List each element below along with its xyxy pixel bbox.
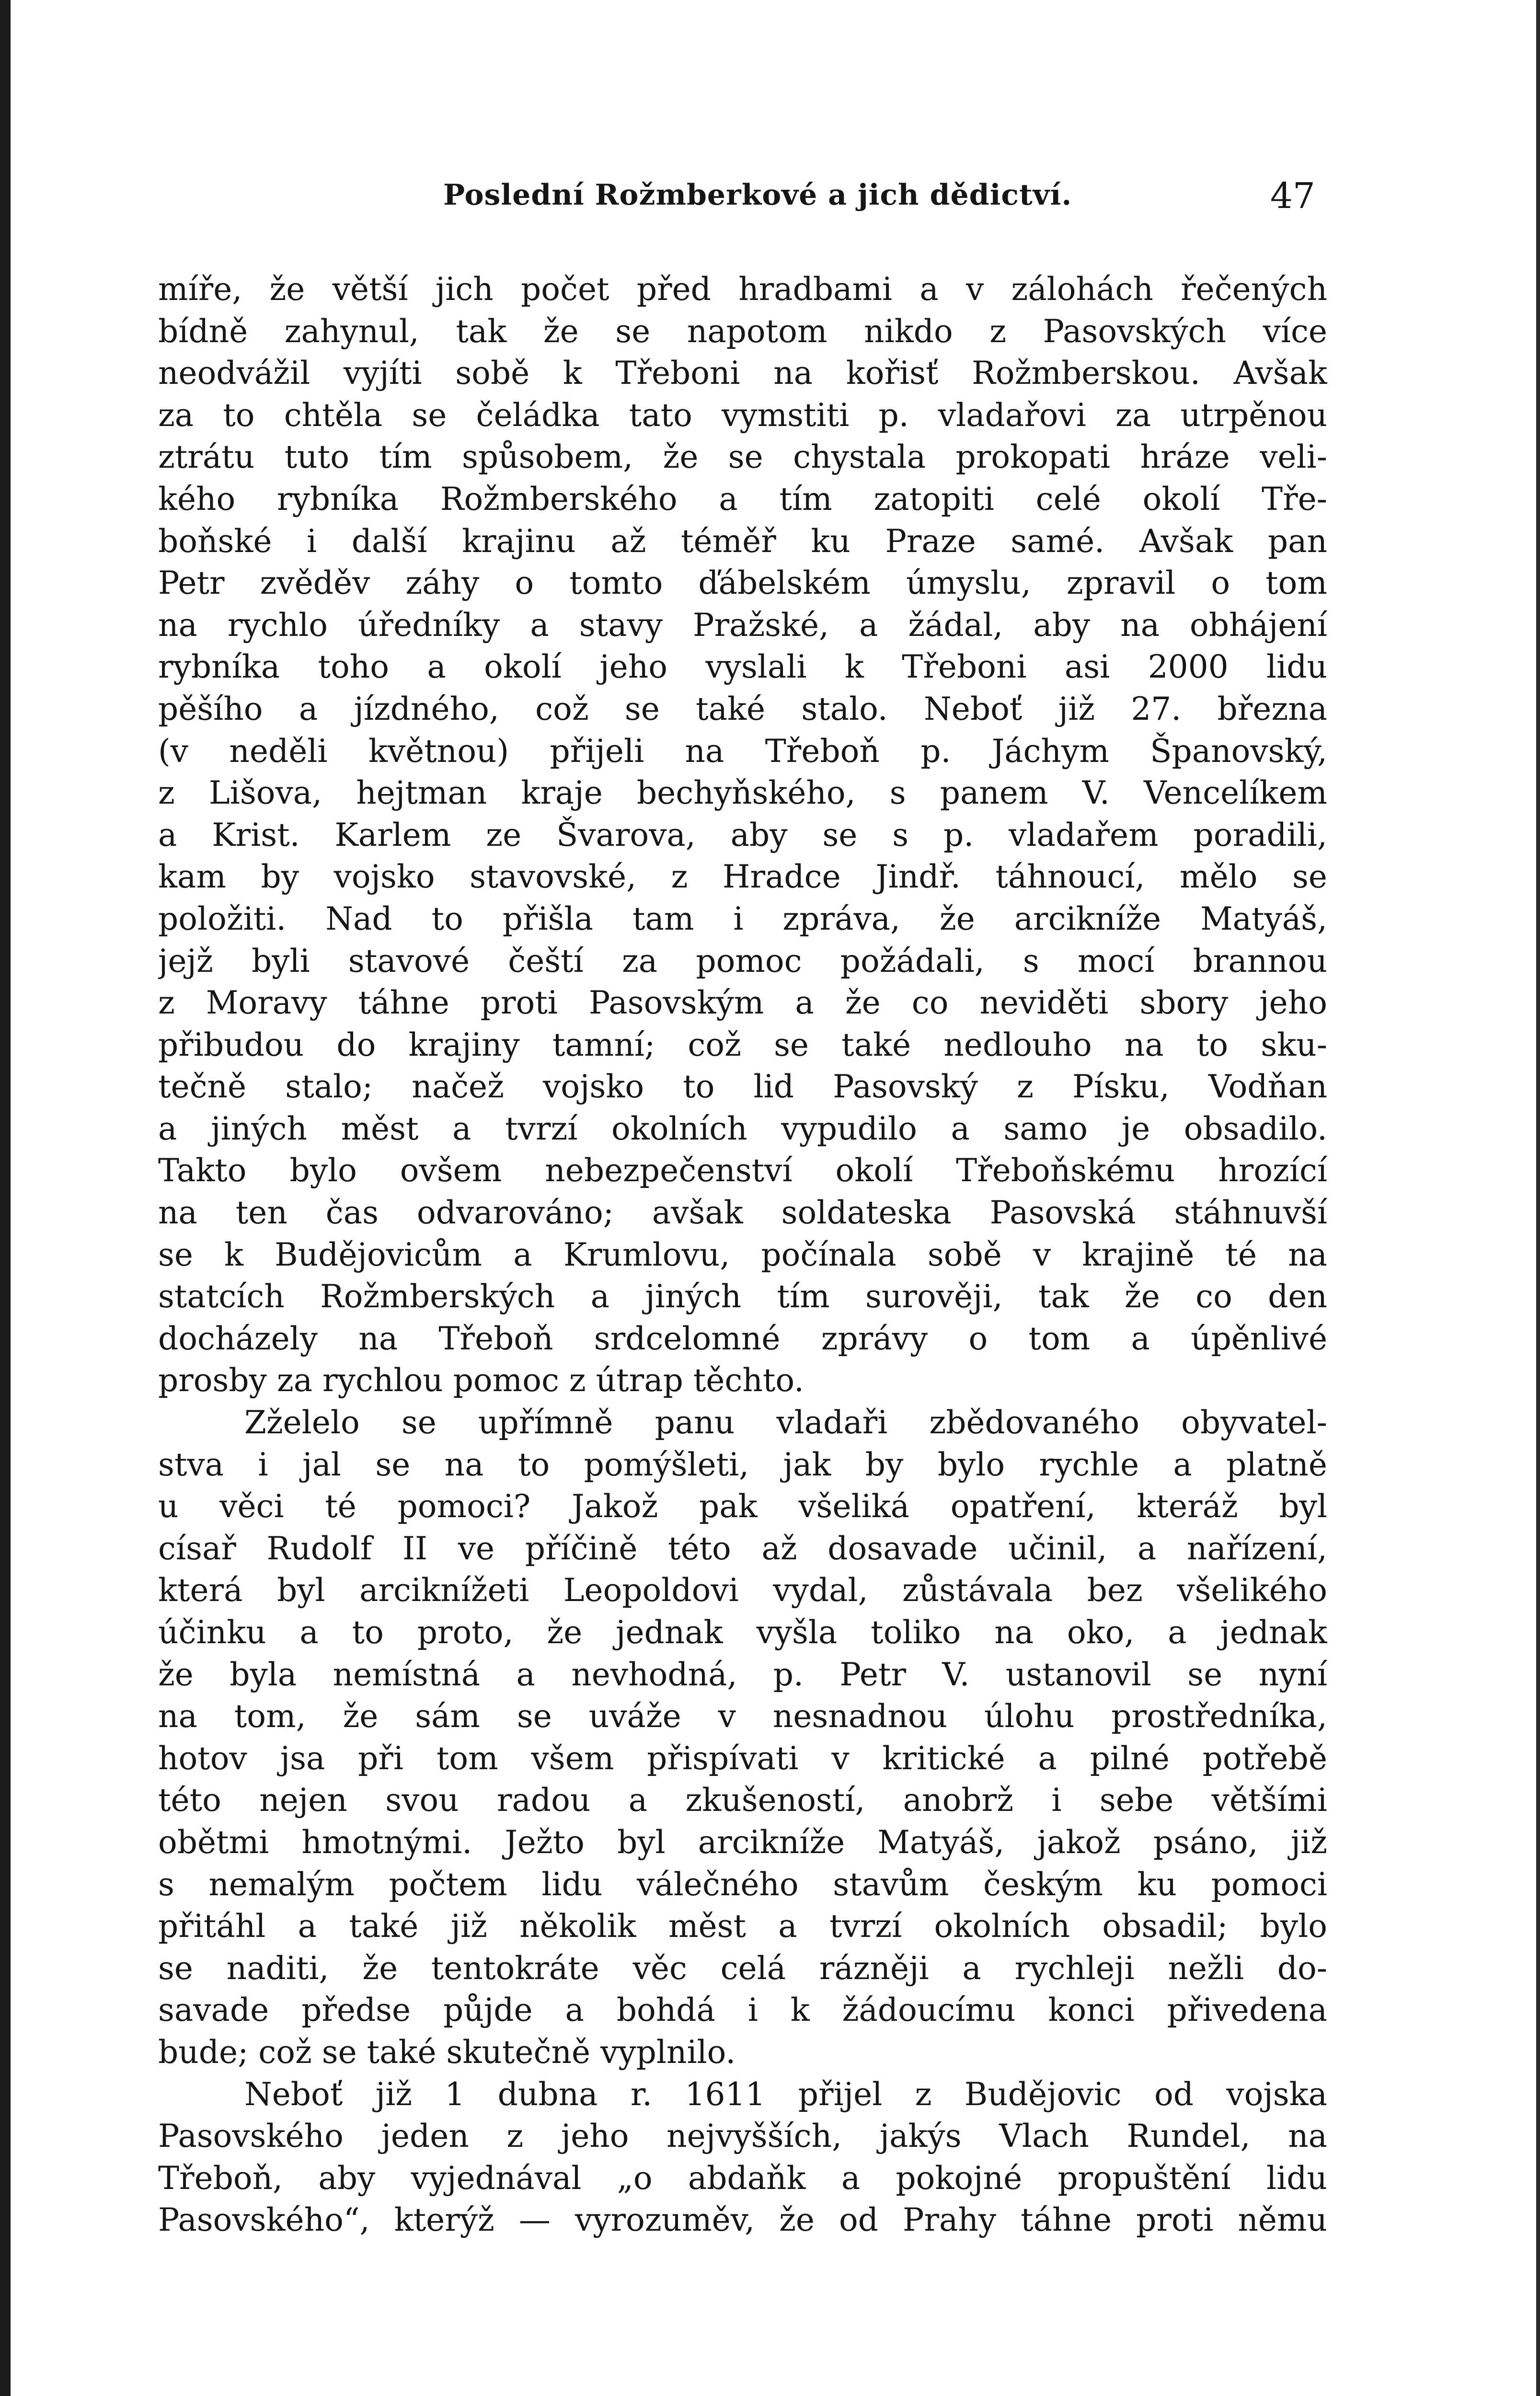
body-text	[158, 268, 1327, 2241]
text-line: Pasovského jeden z jeho nejvyšších, jakýs Vlach Rundel, na	[158, 2118, 1327, 2155]
paragraph-start-line: Zželelo se upřímně panu vladaři zbědovaného obyvatel-	[244, 1404, 1327, 1441]
text-line: na tom, že sám se uváže v nesnadnou úlohu prostředníka,	[158, 1698, 1327, 1735]
text-line: pěšího a jízdného, což se také stalo. Neboť již 27. března	[158, 690, 1327, 727]
text-line: kého rybníka Rožmberského a tím zatopiti celé okolí Tře-	[158, 480, 1327, 518]
text-line: přitáhl a také již několik měst a tvrzí okolních obsadil; bylo	[158, 1908, 1327, 1945]
scan-edge-left	[0, 0, 11, 2396]
text-line: Třeboň, aby vyjednával „o abdaňk a pokojné propuštění lidu	[158, 2159, 1327, 2197]
text-line: Pasovského“, kterýž — vyrozuměv, že od Prahy táhne proti němu	[158, 2201, 1327, 2239]
text-line: Takto bylo ovšem nebezpečenství okolí Třeboňskému hrozící	[158, 1152, 1327, 1189]
text-line: a jiných měst a tvrzí okolních vypudilo a samo je obsadilo.	[158, 1110, 1327, 1147]
text-line: že byla nemístná a nevhodná, p. Petr V. ustanovil se nyní	[158, 1656, 1327, 1693]
text-line: jejž byli stavové čeští za pomoc požádali, s mocí brannou	[158, 942, 1327, 979]
text-line: rybníka toho a okolí jeho vyslali k Třeboni asi 2000 lidu	[158, 648, 1327, 686]
text-line: stva i jal se na to pomýšleti, jak by bylo rychle a platně	[158, 1446, 1327, 1483]
text-line: na rychlo úředníky a stavy Pražské, a žádal, aby na obhájení	[158, 606, 1327, 644]
text-line: položiti. Nad to přišla tam i zpráva, že arcikníže Matyáš,	[158, 900, 1327, 937]
paragraph-end-line: prosby za rychlou pomoc z útrap těchto.	[158, 1362, 804, 1399]
text-line: u věci té pomoci? Jakož pak všeliká opatření, kteráž byl	[158, 1488, 1327, 1525]
text-line: účinku a to proto, že jednak vyšla toliko na oko, a jednak	[158, 1614, 1327, 1651]
text-line: přibudou do krajiny tamní; což se také nedlouho na to sku-	[158, 1026, 1327, 1063]
page-header	[170, 175, 1320, 231]
text-line: Petr zvěděv záhy o tomto ďábelském úmyslu, zpravil o tom	[158, 564, 1327, 602]
text-line: míře, že větší jich počet před hradbami a v zálohách řečených	[158, 271, 1327, 308]
text-line: neodvážil vyjíti sobě k Třeboni na kořisť Rožmberskou. Avšak	[158, 355, 1327, 392]
text-line: ztrátu tuto tím spůsobem, že se chystala prokopati hráze veli-	[158, 438, 1327, 476]
text-line: (v neděli květnou) přijeli na Třeboň p. Jáchym Španovský,	[158, 732, 1327, 770]
text-line: s nemalým počtem lidu válečného stavům českým ku pomoci	[158, 1866, 1327, 1903]
text-line: za to chtěla se čeládka tato vymstiti p. vladařovi za utrpěnou	[158, 396, 1327, 434]
text-line: na ten čas odvarováno; avšak soldateska Pasovská stáhnuvší	[158, 1194, 1327, 1232]
text-line: této nejen svou radou a zkušeností, anobrž i sebe většími	[158, 1782, 1327, 1819]
text-line: se k Budějovicům a Krumlovu, počínala sobě v krajině té na	[158, 1236, 1327, 1273]
paragraph-start-line: Neboť již 1 dubna r. 1611 přijel z Budějovic od vojska	[244, 2075, 1327, 2113]
text-line: savade předse půjde a bohdá i k žádoucímu konci přivedena	[158, 1992, 1327, 2029]
text-line: docházely na Třeboň srdcelomné zprávy o tom a úpěnlivé	[158, 1320, 1327, 1357]
text-line: císař Rudolf II ve příčině této až dosavade učinil, a nařízení,	[158, 1530, 1327, 1567]
page-number: 47	[1270, 175, 1315, 217]
text-line: bídně zahynul, tak že se napotom nikdo z Pasovských více	[158, 312, 1327, 350]
paragraph-end-line: bude; což se také skutečně vyplnilo.	[158, 2033, 736, 2071]
text-line: tečně stalo; načež vojsko to lid Pasovský z Písku, Vodňan	[158, 1068, 1327, 1106]
text-line: hotov jsa při tom všem přispívati v kritické a pilné potřebě	[158, 1739, 1327, 1777]
running-head: Poslední Rožmberkové a jich dědictví.	[443, 178, 1072, 212]
text-line: obětmi hmotnými. Ježto byl arcikníže Matyáš, jakož psáno, již	[158, 1823, 1327, 1861]
text-line: z Moravy táhne proti Pasovským a že co neviděti sbory jeho	[158, 984, 1327, 1022]
text-line: kam by vojsko stavovské, z Hradce Jindř. táhnoucí, mělo se	[158, 858, 1327, 896]
text-line: se naditi, že tentokráte věc celá rázněji a rychleji nežli do-	[158, 1949, 1327, 1987]
text-line: z Lišova, hejtman kraje bechyňského, s panem V. Vencelíkem	[158, 774, 1327, 812]
text-line: boňské i další krajinu až téměř ku Praze samé. Avšak pan	[158, 522, 1327, 560]
text-line: a Krist. Karlem ze Švarova, aby se s p. vladařem poradili,	[158, 816, 1327, 853]
scan-edge-right	[1536, 0, 1540, 2396]
text-line: která byl arciknížeti Leopoldovi vydal, zůstávala bez všelikého	[158, 1572, 1327, 1609]
text-line: statcích Rožmberských a jiných tím surověji, tak že co den	[158, 1278, 1327, 1315]
